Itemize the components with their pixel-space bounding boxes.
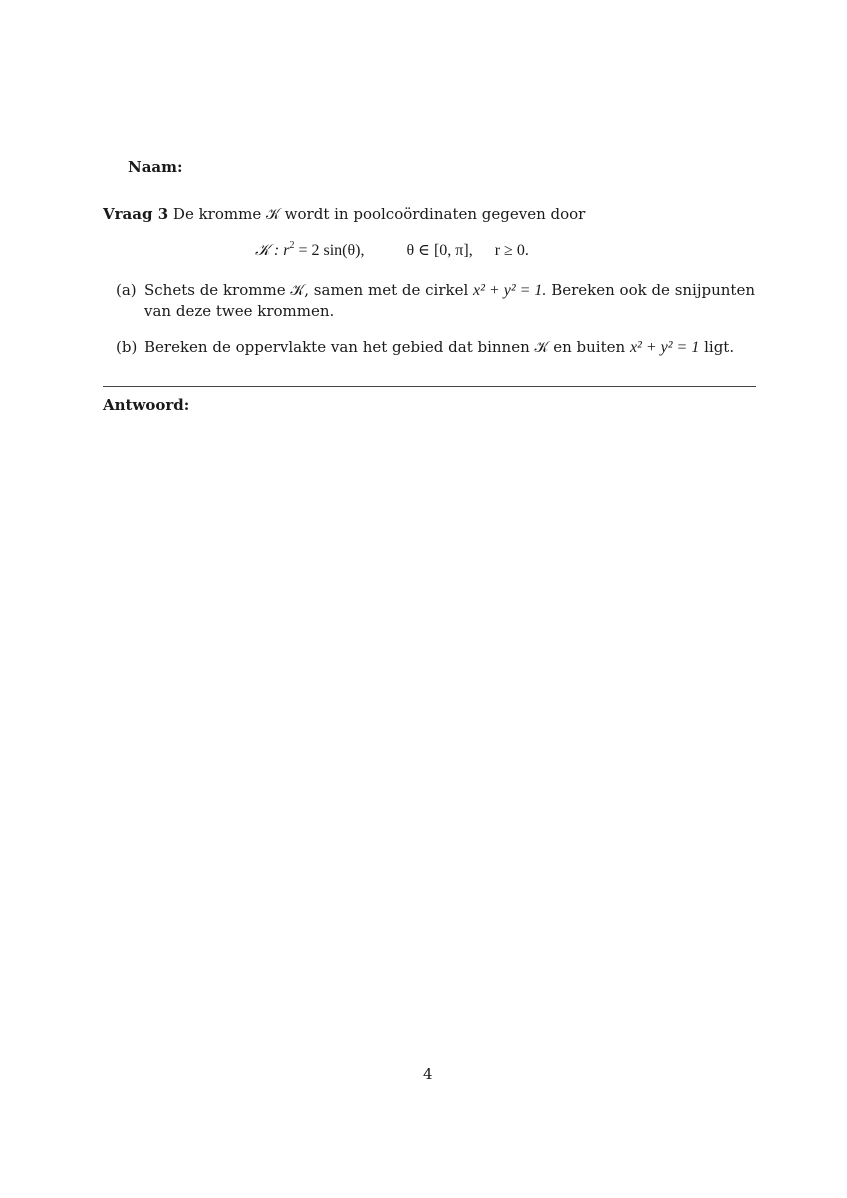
part-a-label: (a) — [116, 281, 137, 299]
question-intro-line — [103, 204, 763, 224]
part-b-text-pre: Bereken de oppervlakte van het gebied dat binnen 𝒦 en buiten — [144, 338, 630, 356]
part-b-math: x² + y² = 1 — [629, 339, 700, 356]
page-number: 4 — [423, 1065, 433, 1083]
part-a — [116, 280, 766, 321]
formula-curve-symbol: 𝒦 — [255, 242, 270, 259]
horizontal-rule — [103, 386, 756, 387]
part-a-line2: van deze twee krommen. — [144, 302, 335, 320]
formula-display — [255, 240, 529, 260]
formula-constraint: r ≥ 0. — [494, 242, 529, 259]
formula-domain: θ ∈ [0, π], — [406, 242, 473, 259]
formula-equation-rest: = 2 sin(θ), — [294, 242, 365, 259]
part-a-text-pre: Schets de kromme 𝒦, samen met de cirkel — [144, 281, 474, 299]
question-block — [103, 204, 763, 224]
formula-equation-part: : r — [269, 242, 290, 259]
part-a-text-post: Bereken ook de snijpunten — [546, 281, 755, 299]
part-a-math: x² + y² = 1. — [473, 282, 547, 299]
question-intro: De kromme 𝒦 wordt in poolcoördinaten gegeven door — [172, 205, 586, 223]
answer-label: Antwoord: — [103, 396, 190, 414]
part-b-text-post: ligt. — [699, 338, 735, 356]
name-label: Naam: — [128, 158, 183, 176]
formula-exponent: 2 — [289, 239, 295, 251]
part-b-label: (b) — [116, 338, 138, 356]
question-label: Vraag 3 — [103, 205, 169, 223]
part-b — [116, 337, 766, 358]
